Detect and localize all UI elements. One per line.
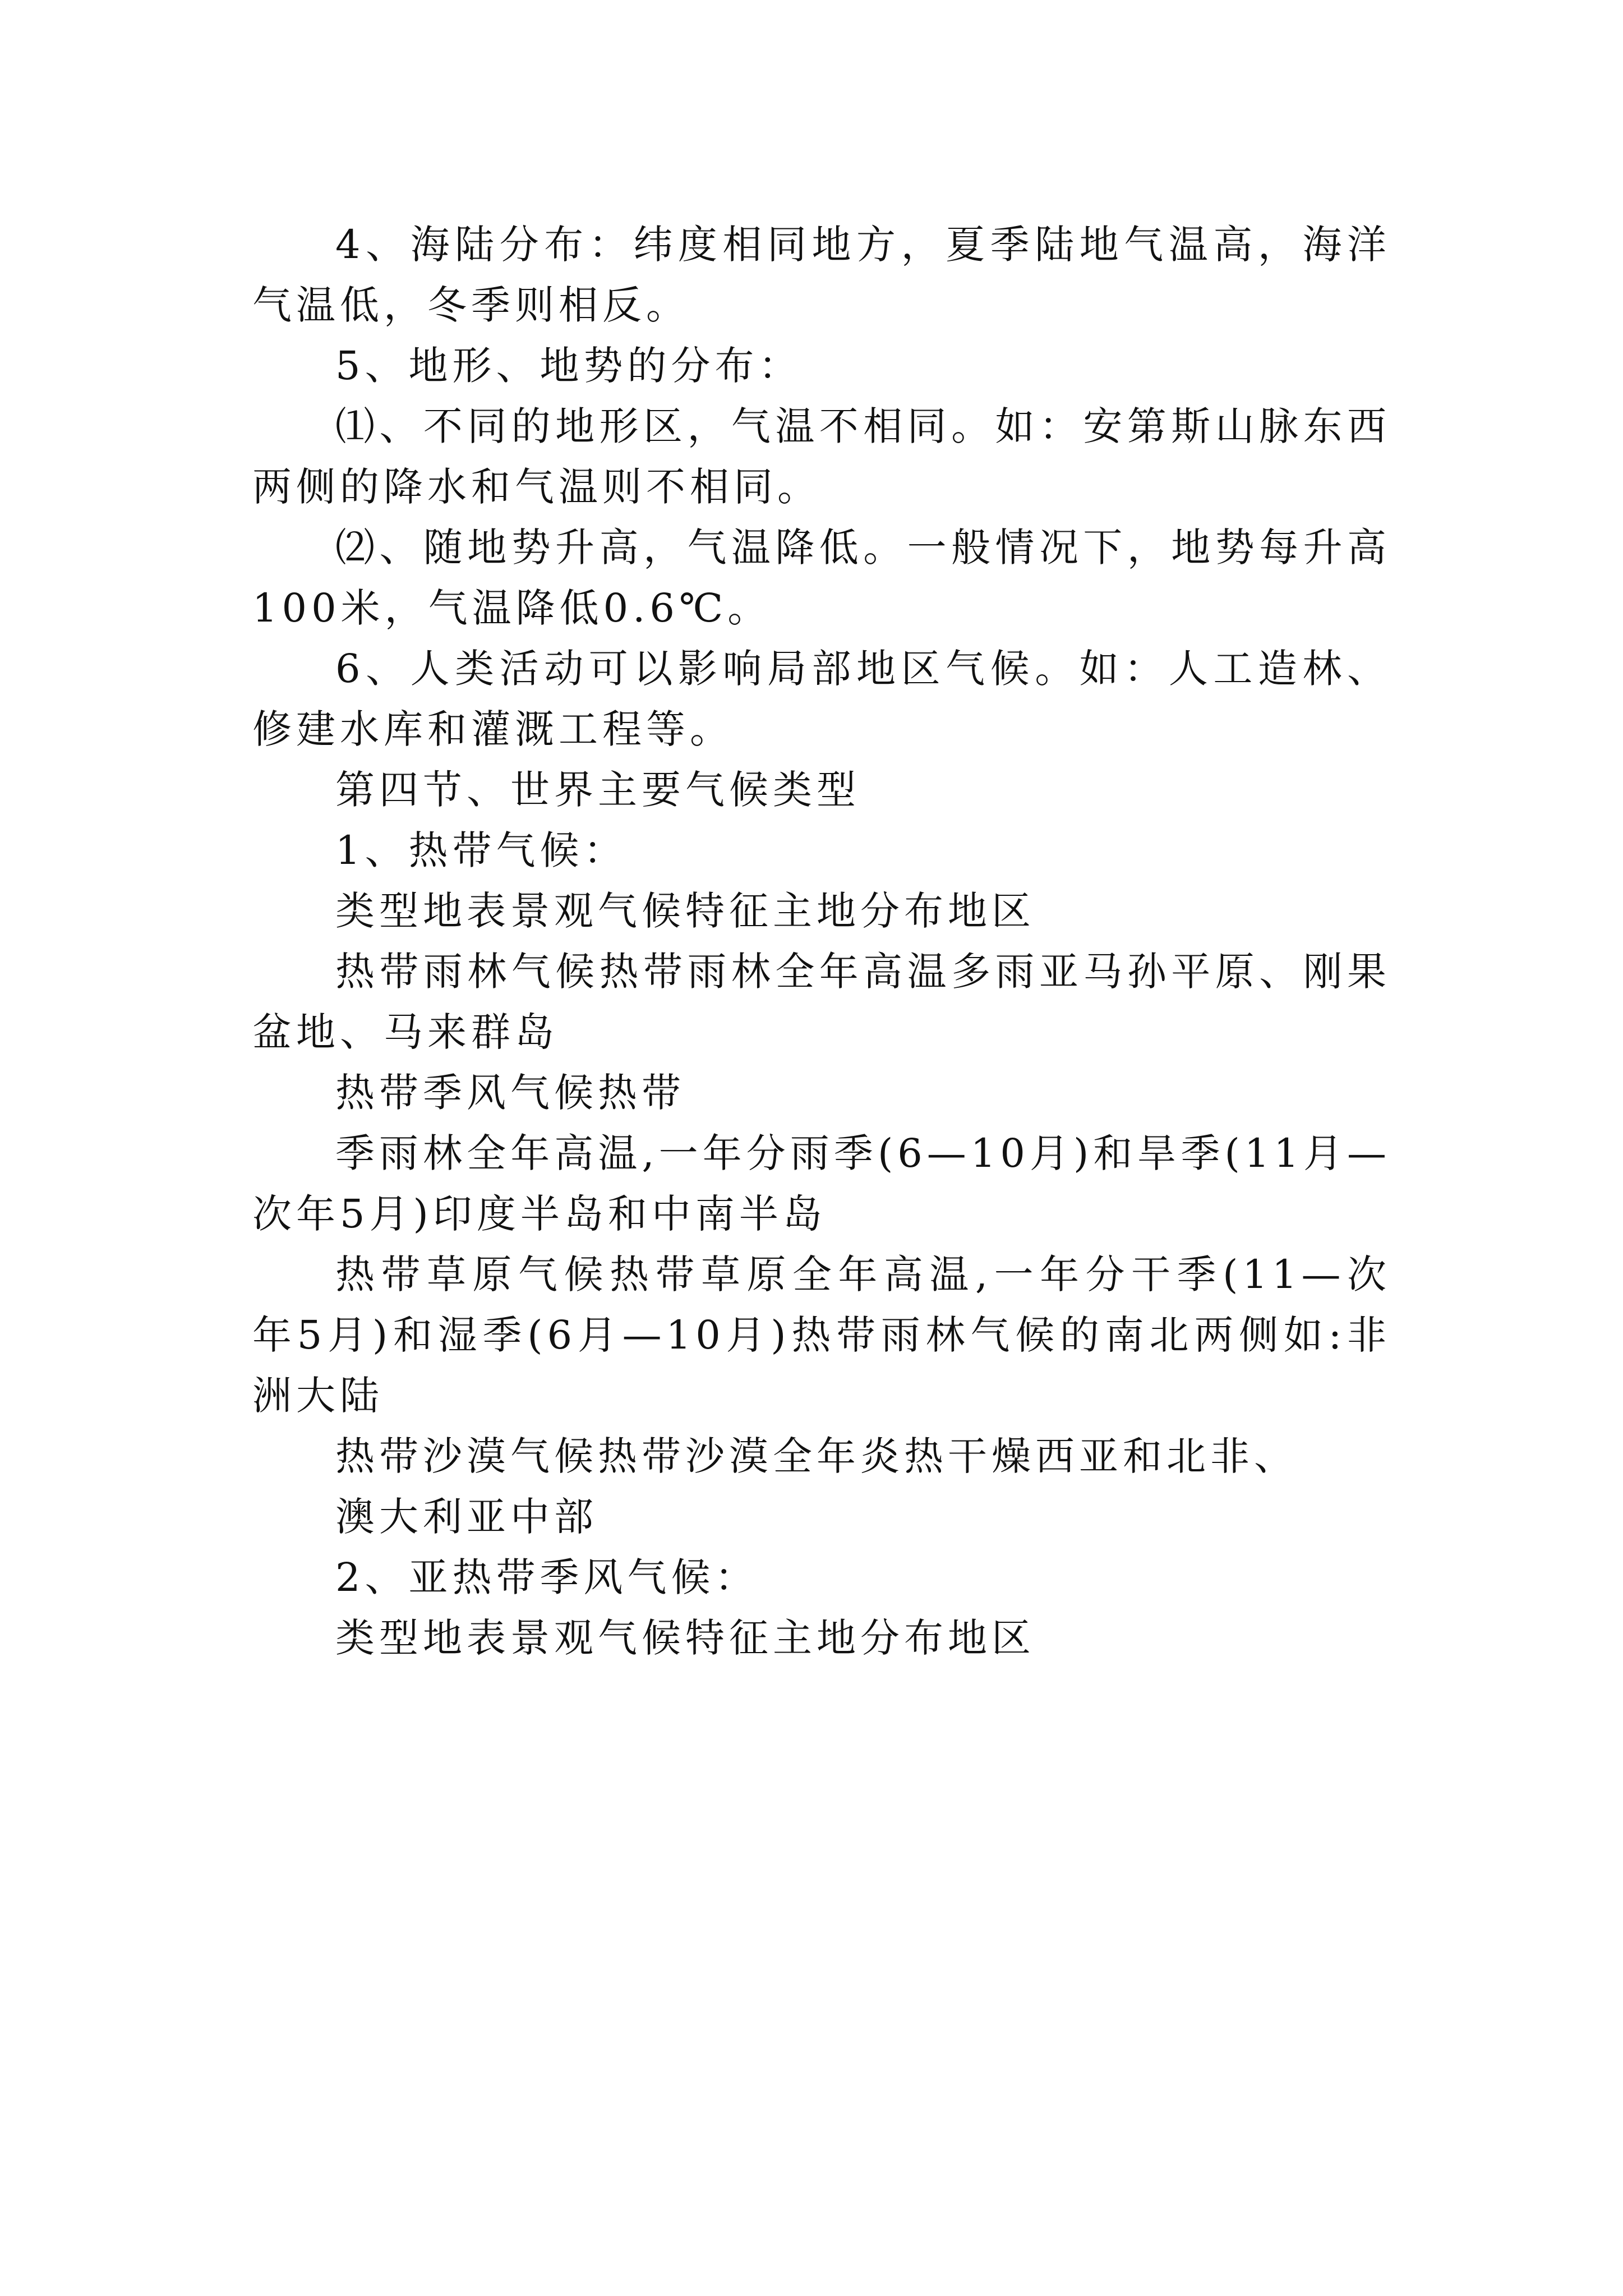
paragraph-terrain-difference: ⑴、不同的地形区，气温不相同。如：安第斯山脉东西两侧的降水和气温则不相同。 [252, 403, 1391, 510]
paragraph-land-sea-distribution: 4、海陆分布：纬度相同地方，夏季陆地气温高，海洋气温低，冬季则相反。 [252, 222, 1391, 328]
paragraph-monsoon-climate-heading: 热带季风气候热带 [335, 1070, 685, 1116]
paragraph-desert-climate: 热带沙漠气候热带沙漠全年炎热干燥西亚和北非、 [335, 1433, 1298, 1479]
document-body [252, 214, 1391, 1668]
table-header-line-2: 类型地表景观气候特征主地分布地区 [335, 1615, 1035, 1661]
paragraph-terrain-heading: 5、地形、地势的分布： [335, 343, 803, 389]
paragraph-monsoon-climate-details: 季雨林全年高温,一年分雨季(6—10月)和旱季(11月—次年5月)印度半岛和中南半岛 [252, 1130, 1391, 1237]
paragraph-human-activity: 6、人类活动可以影响局部地区气候。如：人工造林、修建水库和灌溉工程等。 [252, 646, 1391, 752]
paragraph-elevation-temperature: ⑵、随地势升高，气温降低。一般情况下，地势每升高100米，气温降低0.6℃。 [252, 524, 1391, 631]
paragraph-subtropical-monsoon-heading: 2、亚热带季风气候： [335, 1554, 759, 1600]
table-header-line-1: 类型地表景观气候特征主地分布地区 [335, 888, 1035, 934]
section-title: 第四节、世界主要气候类型 [335, 767, 860, 813]
paragraph-tropical-climate-heading: 1、热带气候： [335, 827, 628, 873]
paragraph-rainforest-climate: 热带雨林气候热带雨林全年高温多雨亚马孙平原、刚果盆地、马来群岛 [252, 949, 1391, 1055]
paragraph-desert-climate-continuation: 澳大利亚中部 [335, 1494, 598, 1540]
paragraph-savanna-climate: 热带草原气候热带草原全年高温,一年分干季(11—次年5月)和湿季(6月—10月)热带雨林气候的南北两侧如:非洲大陆 [252, 1251, 1391, 1419]
